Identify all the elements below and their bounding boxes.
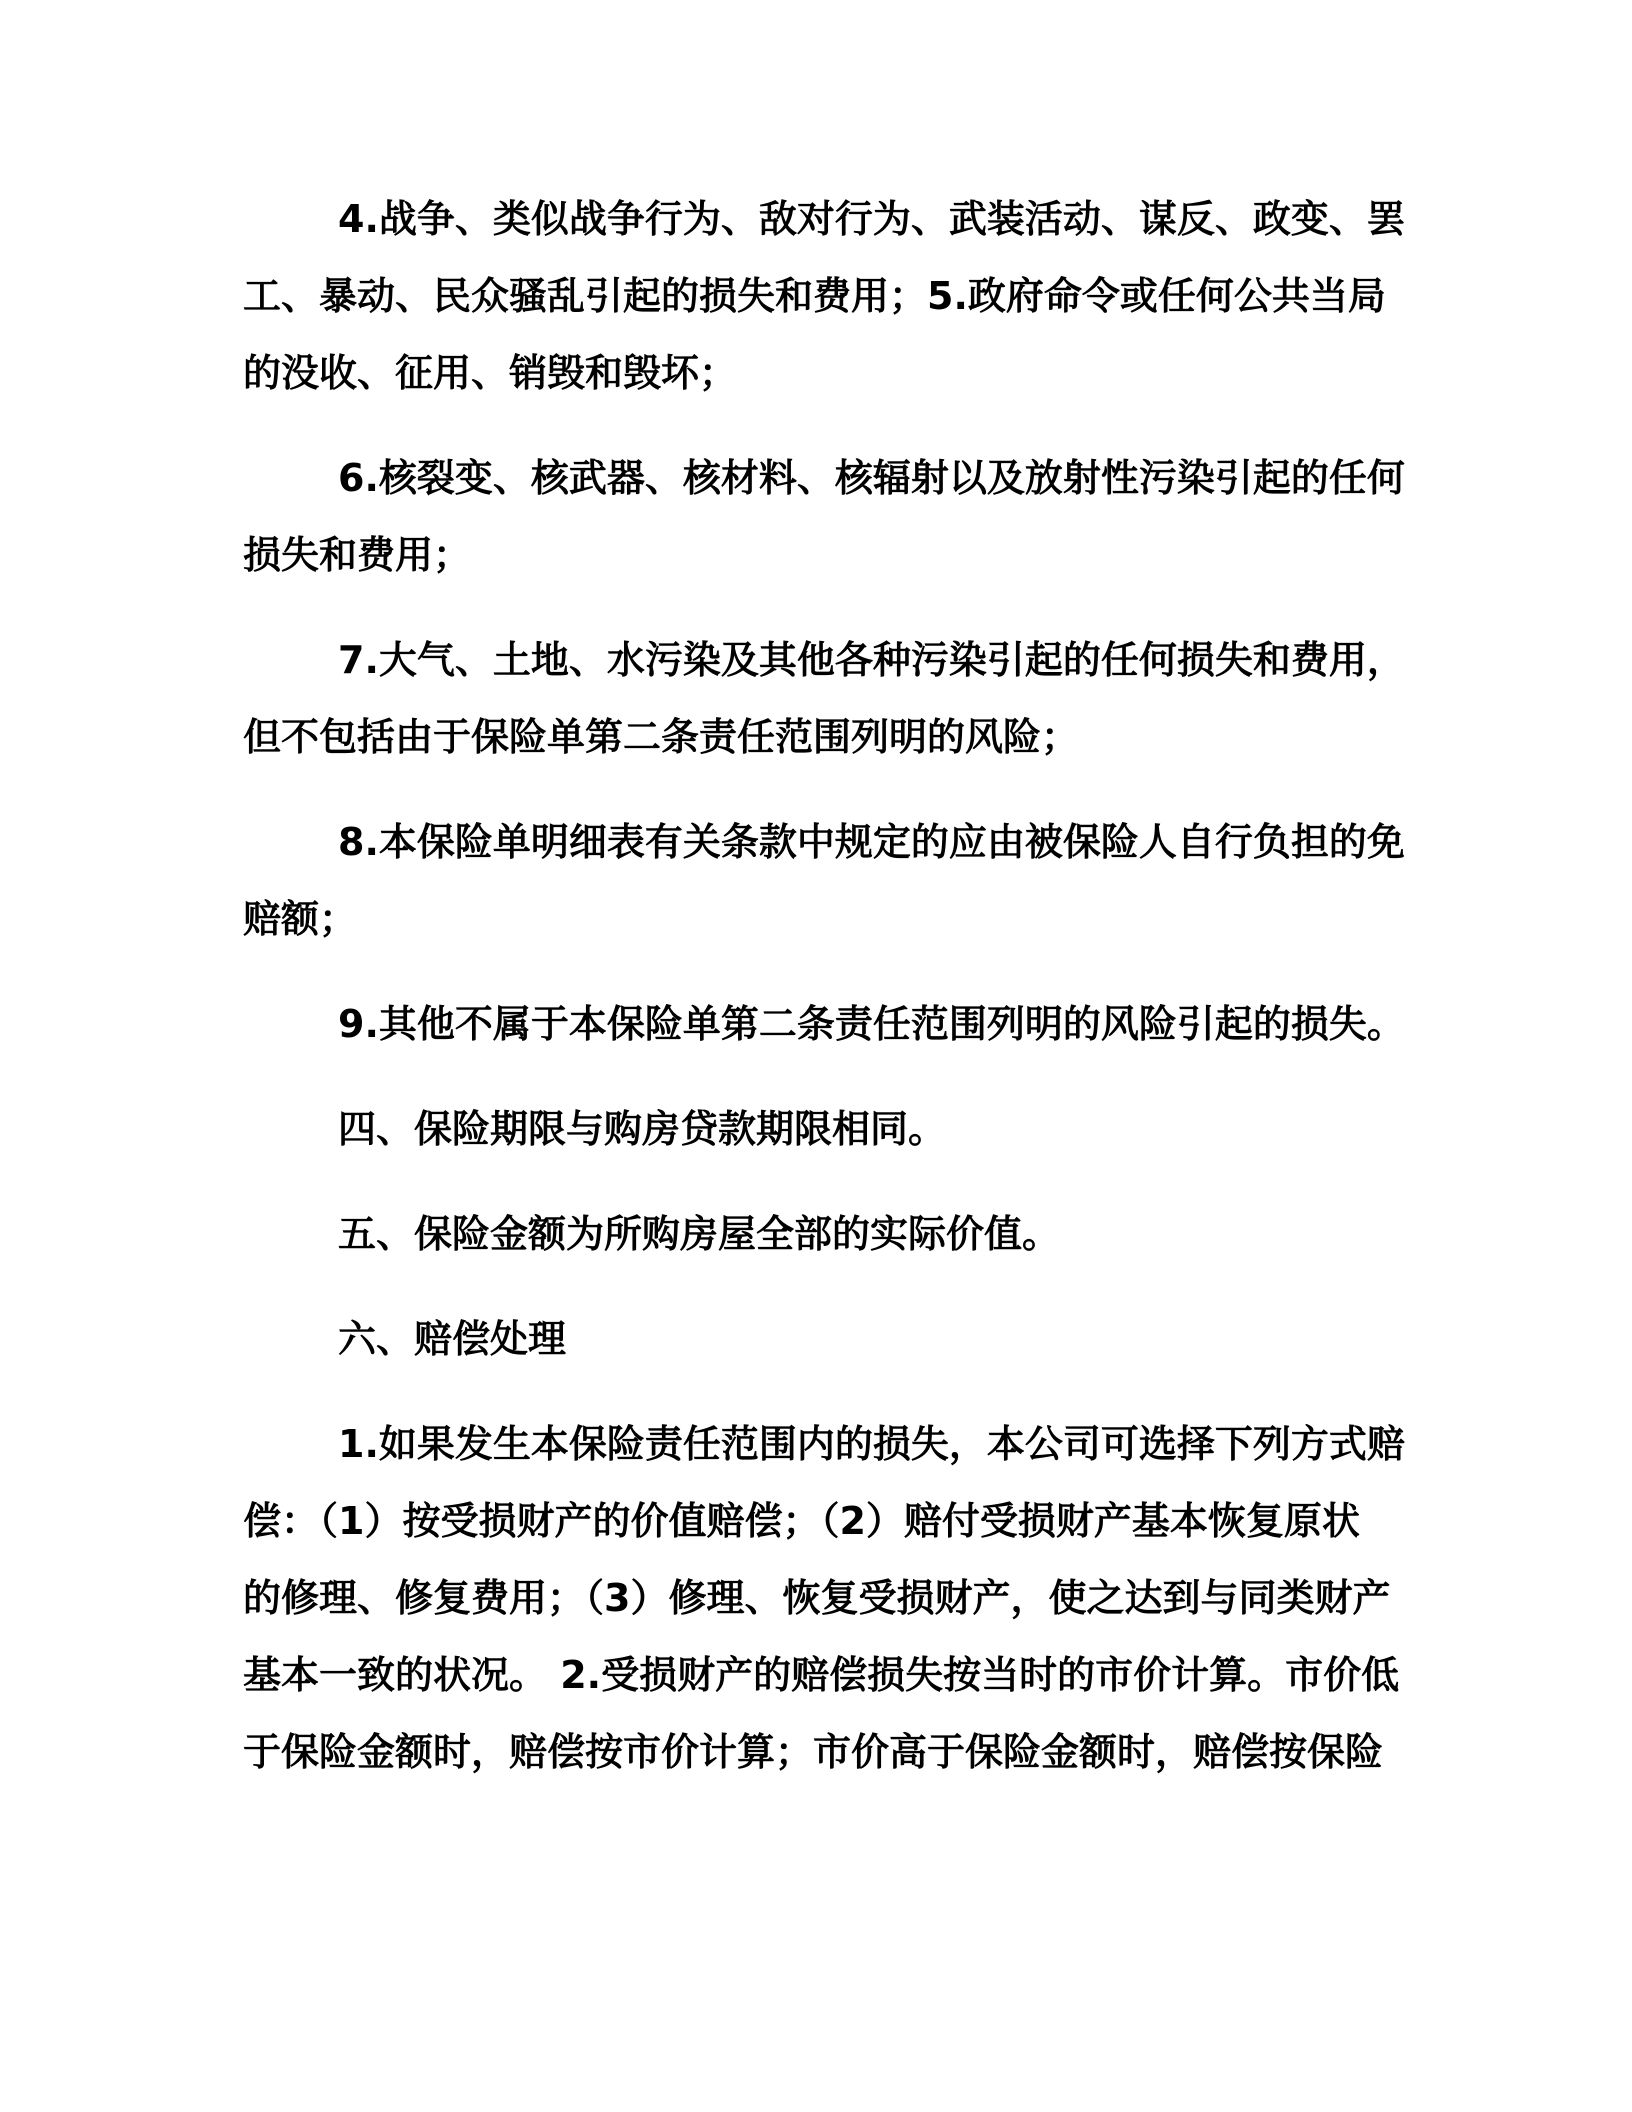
paragraph — [243, 1196, 1403, 1273]
paragraph — [243, 181, 1403, 412]
paragraph — [243, 1301, 1403, 1378]
paragraph-first-line: 9.其他不属于本保险单第二条责任范围列明的风险引起的损失。 — [338, 1002, 1405, 1046]
document-text — [243, 181, 1403, 1819]
paragraph-line: 的修理、修复费用；（3）修理、恢复受损财产，使之达到与同类财产 — [243, 1576, 1391, 1620]
paragraph-line: 的没收、征用、销毁和毁坏； — [243, 351, 738, 395]
paragraph — [243, 622, 1403, 776]
paragraph-line: 工、暴动、民众骚乱引起的损失和费用；5.政府命令或任何公共当局 — [243, 274, 1386, 318]
paragraph-line: 偿：（1）按受损财产的价值赔偿；（2）赔付受损财产基本恢复原状 — [243, 1499, 1360, 1543]
paragraph — [243, 440, 1403, 594]
paragraph — [243, 804, 1403, 958]
paragraph — [243, 1091, 1403, 1168]
paragraph-first-line: 六、赔偿处理 — [338, 1317, 567, 1361]
paragraph-line: 损失和费用； — [243, 533, 472, 577]
paragraph-line: 赔额； — [243, 897, 358, 941]
paragraph-first-line: 6.核裂变、核武器、核材料、核辐射以及放射性污染引起的任何 — [338, 456, 1405, 500]
paragraph-first-line: 4.战争、类似战争行为、敌对行为、武装活动、谋反、政变、罢 — [338, 197, 1405, 241]
paragraph-line: 但不包括由于保险单第二条责任范围列明的风险； — [243, 715, 1080, 759]
paragraph-first-line: 四、保险期限与购房贷款期限相同。 — [338, 1107, 947, 1151]
paragraph — [243, 986, 1403, 1063]
paragraph — [243, 1406, 1403, 1791]
paragraph-first-line: 五、保险金额为所购房屋全部的实际价值。 — [338, 1212, 1061, 1256]
paragraph-first-line: 8.本保险单明细表有关条款中规定的应由被保险人自行负担的免 — [338, 820, 1405, 864]
paragraph-first-line: 1.如果发生本保险责任范围内的损失，本公司可选择下列方式赔 — [338, 1422, 1405, 1466]
paragraph-line: 基本一致的状况。 2.受损财产的赔偿损失按当时的市价计算。市价低 — [243, 1653, 1400, 1697]
paragraph-line: 于保险金额时，赔偿按市价计算；市价高于保险金额时，赔偿按保险 — [243, 1730, 1384, 1774]
paragraph-first-line: 7.大气、土地、水污染及其他各种污染引起的任何损失和费用， — [338, 638, 1405, 682]
